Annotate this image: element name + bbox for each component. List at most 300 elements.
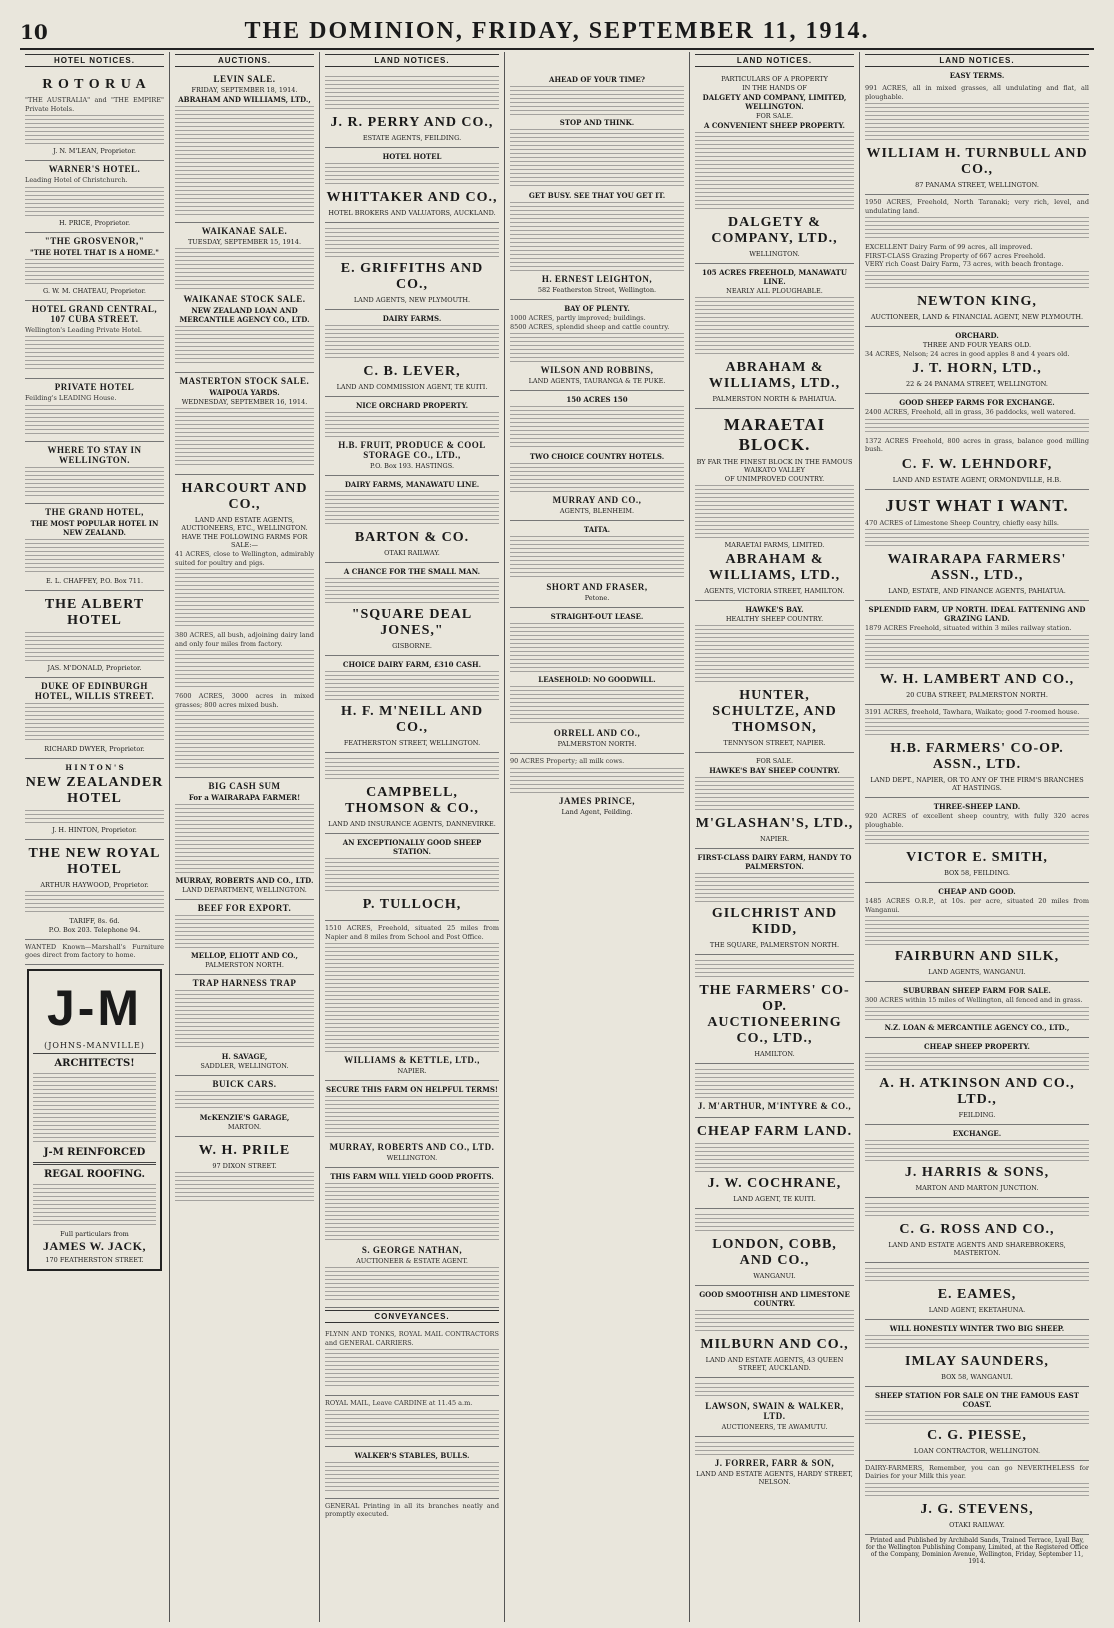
ad-title: SHORT AND FRASER, — [546, 582, 648, 592]
listing-first-class: FIRST-CLASS Grazing Property of 667 acres Freehold. — [865, 251, 1046, 260]
ad-body-text — [865, 217, 1089, 241]
ad-text: GENERAL Printing in all its branches neatly and promptly executed. — [325, 1501, 499, 1518]
ad-title: THE FARMERS' CO-OP. AUCTIONEERING CO., LTD., — [699, 983, 850, 1046]
ad-body-text — [510, 768, 684, 794]
ad-subtitle: THE SQUARE, PALMERSTON NORTH. — [709, 941, 840, 949]
listing-920-acres: 920 ACRES of excellent sheep country, with fully 320 acres ploughable. — [865, 812, 1089, 829]
listing-991-acres: 991 ACRES, all in mixed grasses, all undulating and flat, all ploughable. — [865, 84, 1089, 101]
ad-body-text — [865, 1140, 1089, 1162]
ad-body-text — [510, 86, 684, 116]
ad-date: FRIDAY, SEPTEMBER 18, 1914. — [191, 86, 298, 94]
ad-body-text — [510, 463, 684, 493]
ad-body-text — [325, 1267, 499, 1301]
ad-title: BEEF FOR EXPORT. — [197, 903, 292, 913]
ad-heading: STRAIGHT-OUT LEASE. — [550, 612, 644, 621]
ad-cochrane — [695, 1118, 854, 1209]
ad-subtitle: LAND AND ESTATE AGENTS, HARDY STREET, NELSON. — [696, 1470, 853, 1486]
ad-body-text — [325, 76, 499, 112]
ad-nathan — [325, 1168, 499, 1308]
ad-body-text — [25, 632, 164, 662]
ad-harris — [865, 1125, 1089, 1198]
ad-title: E. EAMES, — [937, 1286, 1017, 1302]
ad-owner: H. PRICE, Proprietor. — [58, 218, 131, 227]
ad-body-text — [25, 467, 164, 497]
ad-gilchrist-kidd — [695, 849, 854, 955]
ad-title: S. GEORGE NATHAN, — [361, 1245, 463, 1255]
ad-subtitle: HAMILTON. — [754, 1050, 795, 1058]
ad-title: H. F. M'NEILL AND CO., — [340, 704, 484, 735]
ad-heading: THIS FARM WILL YIELD GOOD PROFITS. — [330, 1172, 494, 1181]
ad-heading: HAWKE'S BAY SHEEP COUNTRY. — [709, 766, 840, 775]
ad-murray-blenheim — [510, 391, 684, 521]
ad-text: THE MOST POPULAR HOTEL IN NEW ZEALAND. — [30, 518, 159, 537]
ad-grand-hotel — [25, 504, 164, 591]
ad-subtitle: LAND AND ESTATE AGENTS, AUCTIONEERS, ETC., WELLINGTON. — [181, 516, 308, 532]
ad-body-text — [325, 1410, 499, 1440]
listing-300-acres: 300 ACRES within 15 miles of Wellington, all fenced and in grass. — [865, 996, 1083, 1004]
ad-text: "THE AUSTRALIA" and "THE EMPIRE" Private Hotels. — [25, 96, 164, 113]
jm-footer-text: Full particulars from — [60, 1229, 129, 1238]
ad-heading: DAIRY FARMS, MANAWATU LINE. — [344, 480, 480, 489]
listing-41-acres: 41 ACRES, close to Wellington, admirably suited for poultry and pigs. — [175, 550, 314, 567]
ad-body-text — [865, 419, 1089, 435]
ad-heading: GOOD SHEEP FARMS FOR EXCHANGE. — [899, 398, 1055, 407]
ad-body-text — [865, 635, 1089, 669]
listing-7600-acres: 7600 ACRES, 3000 acres in mixed grasses; 800 acres mixed bush. — [175, 692, 314, 709]
ad-body-text — [695, 132, 854, 212]
ad-secure-farm — [325, 1081, 499, 1168]
ad-contact: P.O. Box 203. Telephone 94. — [48, 925, 141, 934]
ad-london-cobb — [695, 1209, 854, 1286]
ad-heading: WALKER'S STABLES, BULLS. — [354, 1450, 470, 1460]
ad-heading: CHEAP AND GOOD. — [938, 887, 1016, 896]
ad-subtitle: OTAKI RAILWAY. — [949, 1520, 1005, 1529]
ad-text: Wellington's Leading Private Hotel. — [25, 325, 142, 334]
ad-heading: IN THE HANDS OF — [742, 84, 807, 92]
ad-subtitle: ESTATE AGENTS, FEILDING. — [362, 134, 462, 142]
listing-380-acres: 380 ACRES, all bush, adjoining dairy land and only four miles from factory. — [175, 631, 314, 648]
ad-body-text — [695, 1143, 854, 1173]
ad-heading: THREE AND FOUR YEARS OLD. — [922, 340, 1032, 349]
ad-body-text — [325, 412, 499, 438]
jm-address: 170 FEATHERSTON STREET. — [45, 1255, 144, 1264]
ad-piesse — [865, 1387, 1089, 1461]
ad-subtitle: TENNYSON STREET, NAPIER. — [723, 739, 826, 747]
column-land-notices-2 — [505, 52, 690, 1622]
ad-barton — [325, 476, 499, 563]
ad-whittaker — [325, 148, 499, 223]
ad-subtitle: 97 DIXON STREET. — [212, 1162, 277, 1170]
ad-auctioneer: NEW ZEALAND LOAN AND MERCANTILE AGENCY CO., LTD. — [179, 306, 310, 324]
ad-subtitle: LAND AND ESTATE AGENTS, 43 QUEEN STREET, AUCKLAND. — [705, 1356, 844, 1372]
ad-subtitle: AUCTIONEERS, TE AWAMUTU. — [721, 1423, 828, 1431]
ad-heading: A CHANCE FOR THE SMALL MAN. — [343, 567, 481, 576]
ad-subtitle: OF UNIMPROVED COUNTRY. — [724, 475, 825, 483]
ad-heading: CHEAP SHEEP PROPERTY. — [924, 1041, 1030, 1051]
ad-heading: NICE ORCHARD PROPERTY. — [355, 401, 469, 410]
ad-eames — [865, 1263, 1089, 1320]
ad-body-text — [325, 758, 499, 782]
column-land-notices-1 — [320, 52, 505, 1622]
ad-body-text — [510, 333, 684, 363]
ad-title: THE GRAND HOTEL, — [45, 506, 144, 517]
ad-heading: FIRST-CLASS DAIRY FARM, HANDY TO PALMERSTON. — [697, 853, 852, 871]
ad-heading: NEARLY ALL PLOUGHABLE. — [726, 287, 823, 295]
ad-griffiths — [325, 223, 499, 310]
ad-subtitle: WAIPOUA YARDS. — [209, 388, 280, 397]
listing-1510-acres: 1510 ACRES, Freehold, situated 25 miles from Napier and 8 miles from School and Post Office. — [325, 924, 499, 941]
ad-heading: 150 ACRES 150 — [566, 395, 628, 404]
ad-agent-sub: MARTON. — [227, 1123, 262, 1131]
listing-2400-acres: 2400 ACRES, Freehold, all in grass, 36 paddocks, well watered. — [865, 408, 1076, 416]
ad-title: J. R. PERRY AND CO., — [330, 115, 494, 130]
ad-body-text — [175, 650, 314, 690]
ad-heading: FOR SALE. — [755, 757, 794, 765]
ad-subtitle: AUCTIONEER & ESTATE AGENT. — [356, 1257, 468, 1265]
ad-albert-hotel — [25, 591, 164, 678]
ad-heading: TWO CHOICE COUNTRY HOTELS. — [529, 452, 665, 461]
ad-body-text — [25, 891, 164, 915]
ad-trap-harness — [175, 975, 314, 1076]
jm-agent: JAMES W. JACK, — [42, 1238, 147, 1253]
ad-title: DALGETY & COMPANY, LTD., — [711, 215, 838, 246]
ad-royal-mail — [325, 1396, 499, 1447]
ad-body-text — [695, 1442, 854, 1456]
ad-lehndorf — [865, 394, 1089, 490]
ad-title: BIG CASH SUM — [208, 781, 281, 791]
ad-subtitle: 582 Featherston Street, Wellington. — [537, 286, 657, 294]
ad-body-text — [25, 539, 164, 575]
ad-dalgety — [695, 71, 854, 264]
ad-title: H.B. FRUIT, PRODUCE & COOL STORAGE CO., LTD., — [338, 440, 486, 460]
ad-body-text — [25, 115, 164, 145]
ad-subtitle: LAND AND ESTATE AGENT, ORMONDVILLE, H.B. — [892, 475, 1062, 484]
ad-agent: MELLOP, ELIOTT AND CO., — [191, 951, 298, 960]
ad-agent: H. SAVAGE, — [221, 1052, 268, 1061]
ad-text: ROYAL MAIL, Leave CARDINE at 11.45 a.m. — [325, 1399, 473, 1407]
masthead — [20, 18, 1094, 50]
ad-warners — [25, 161, 164, 233]
ad-heading: SPLENDID FARM, UP NORTH. IDEAL FATTENING AND GRAZING LAND. — [868, 605, 1086, 623]
ad-heading: FOR SALE. — [755, 112, 794, 120]
ad-heading: WILL HONESTLY WINTER TWO BIG SHEEP. — [889, 1323, 1065, 1333]
ad-body-text — [865, 1053, 1089, 1073]
ad-body-text — [175, 1172, 314, 1202]
ad-heading: SECURE THIS FARM ON HELPFUL TERMS! — [326, 1085, 498, 1094]
ad-lever — [325, 310, 499, 397]
ad-forrer — [695, 1437, 854, 1491]
ad-title: J. W. COCHRANE, — [707, 1176, 842, 1191]
ad-agent-sub: SADDLER, WELLINGTON. — [200, 1062, 289, 1070]
ad-subtitle: LAND AGENT, EKETAHUNA. — [928, 1305, 1026, 1314]
ad-perry — [325, 71, 499, 148]
ad-body-text — [25, 810, 164, 824]
listing-1000-acres: 1000 ACRES, partly improved; buildings. — [510, 314, 646, 322]
ad-body-text — [33, 1184, 156, 1228]
ad-subtitle: BY FAR THE FINEST BLOCK IN THE FAMOUS WAIKATO VALLEY — [696, 458, 853, 474]
listing-1879-acres: 1879 ACRES Freehold, situated within 3 miles railway station. — [865, 624, 1072, 632]
ad-lawson — [695, 1378, 854, 1437]
ad-body-text — [510, 406, 684, 450]
ad-title: JAMES PRINCE, — [558, 795, 635, 806]
ad-text: FLYNN AND TONKS, ROYAL MAIL CONTRACTORS and GENERAL CARRIERS. — [325, 1330, 499, 1347]
ad-title: MILBURN AND CO., — [700, 1337, 849, 1352]
ad-masterton-stock — [175, 373, 314, 475]
ad-hintons — [25, 759, 164, 840]
ad-title: DUKE OF EDINBURGH HOTEL, WILLIS STREET. — [34, 680, 155, 701]
ad-mneill — [325, 656, 499, 753]
ad-title: W. H. LAMBERT AND CO., — [879, 671, 1075, 687]
ad-body-text — [325, 325, 499, 361]
ad-heading: AN EXCEPTIONALLY GOOD SHEEP STATION. — [342, 838, 482, 856]
ad-text: "THE HOTEL THAT IS A HOME." — [30, 247, 159, 257]
ad-saunders — [865, 1320, 1089, 1387]
ad-subtitle: BOX 58, WANGANUI. — [941, 1372, 1013, 1381]
ad-straight-lease — [510, 608, 684, 754]
ad-title: MASTERTON STOCK SALE. — [179, 376, 310, 386]
column-land-notices-4 — [860, 52, 1094, 1622]
ad-heading: GOOD SMOOTHISH AND LIMESTONE COUNTRY. — [699, 1290, 850, 1308]
ad-heading: DALGETY AND COMPANY, LIMITED, WELLINGTON. — [702, 93, 847, 111]
ad-subtitle: LOAN CONTRACTOR, WELLINGTON. — [913, 1446, 1041, 1455]
ad-body-text — [175, 248, 314, 292]
ad-subtitle: LAND AND INSURANCE AGENTS, DANNEVIRKE. — [328, 820, 496, 828]
ad-tulloch — [325, 834, 499, 921]
ad-body-text — [325, 578, 499, 604]
ad-turnbull — [865, 81, 1089, 195]
ad-subtitle: 22 & 24 PANAMA STREET, WELLINGTON. — [906, 380, 1048, 388]
ad-body-text — [865, 1203, 1089, 1219]
ad-title: ORRELL AND CO., — [553, 728, 641, 738]
ad-subtitle: For a WAIRARAPA FARMER! — [188, 793, 301, 802]
ad-heading: SUBURBAN SHEEP FARM FOR SALE. — [903, 986, 1051, 995]
ad-body-text — [325, 858, 499, 894]
ad-duke-of-edinburgh — [25, 678, 164, 759]
ad-title: WHERE TO STAY IN WELLINGTON. — [47, 444, 142, 465]
ad-body-text — [695, 960, 854, 980]
ad-heading: PARTICULARS OF A PROPERTY — [721, 75, 828, 83]
ad-body-text — [865, 271, 1089, 291]
ad-body-text — [175, 408, 314, 468]
ad-body-text — [510, 686, 684, 726]
ad-nz-loan — [865, 982, 1089, 1038]
ad-title: N.Z. LOAN & MERCANTILE AGENCY CO., LTD., — [884, 1022, 1070, 1032]
ad-body-text — [175, 711, 314, 771]
ad-walkers-stables — [325, 1447, 499, 1499]
ad-title: NEWTON KING, — [917, 293, 1037, 309]
ad-title: C. G. PIESSE, — [927, 1427, 1027, 1443]
ad-heading: SHEEP STATION FOR SALE ON THE FAMOUS EAST COAST. — [875, 1390, 1079, 1409]
ad-title: WHITTAKER AND CO., — [326, 190, 498, 205]
ad-body-text — [695, 1383, 854, 1399]
ad-body-text — [695, 1069, 854, 1099]
ad-heading: A CONVENIENT SHEEP PROPERTY. — [703, 121, 845, 130]
ad-body-text — [175, 106, 314, 216]
ad-subtitle: FEILDING. — [958, 1110, 996, 1119]
ad-owner: E. L. CHAFFEY, P.O. Box 711. — [45, 576, 144, 585]
ad-heading: EXCHANGE. — [952, 1128, 1002, 1138]
ad-body-text — [695, 297, 854, 357]
section-heading: AUCTIONS. — [175, 54, 314, 67]
ad-title: E. GRIFFITHS AND CO., — [340, 261, 484, 292]
ad-date: WEDNESDAY, SEPTEMBER 16, 1914. — [181, 398, 308, 406]
ad-body-text — [325, 228, 499, 258]
column-land-notices-3 — [690, 52, 860, 1622]
ad-waikanae-sale — [175, 223, 314, 373]
ad-body-text — [695, 1214, 854, 1234]
ad-stevens — [865, 1461, 1089, 1535]
ad-body-text — [510, 129, 684, 189]
ad-body-text — [510, 202, 684, 272]
ad-body-text — [865, 1268, 1089, 1284]
ad-square-deal-jones — [325, 563, 499, 656]
ad-title: HOTEL GRAND CENTRAL, 107 CUBA STREET. — [31, 303, 158, 324]
listing-excellent: EXCELLENT Dairy Farm of 99 acres, all improved. — [865, 243, 1033, 251]
ad-title: CAMPBELL, THOMSON & CO., — [345, 785, 479, 816]
ad-subtitle: LAND, ESTATE, AND FINANCE AGENTS, PAHIATUA. — [888, 587, 1066, 595]
ad-body-text — [175, 804, 314, 874]
ad-owner: ARTHUR HAYWOOD, Proprietor. — [40, 880, 149, 889]
ad-prile — [175, 1137, 314, 1208]
ad-title: C. G. ROSS AND CO., — [899, 1221, 1055, 1237]
jm-heading: ARCHITECTS! — [54, 1057, 135, 1069]
ad-johns-manville — [27, 969, 162, 1271]
ad-farmers-coop — [695, 955, 854, 1064]
ad-mglashan — [695, 753, 854, 849]
ad-hb-fruit — [325, 397, 499, 476]
ad-body-text — [25, 187, 164, 217]
ad-rotorua — [25, 71, 164, 161]
ad-text: Leading Hotel of Christchurch. — [25, 176, 128, 184]
ad-subtitle: WELLINGTON. — [386, 1154, 438, 1162]
ad-title: TRAP HARNESS TRAP — [192, 978, 297, 988]
ad-subtitle: LAND AND ESTATE AGENTS AND SHAREBROKERS, MASTERTON. — [888, 1240, 1066, 1257]
ad-title: GILCHRIST AND KIDD, — [711, 906, 838, 937]
ad-body-text — [865, 1411, 1089, 1425]
listing-34-acres: 34 ACRES, Nelson; 24 acres in good apples 8 and 4 years old. — [865, 349, 1070, 358]
listing-1372-acres: 1372 ACRES Freehold, 800 acres in grass, balance good milling bush. — [865, 436, 1089, 453]
ad-title: WILLIAMS & KETTLE, LTD., — [344, 1055, 480, 1065]
ad-subtitle: LAND AGENTS, NEW PLYMOUTH. — [353, 296, 471, 304]
ad-title: BUICK CARS. — [212, 1079, 277, 1089]
ad-agent: McKENZIE'S GARAGE, — [199, 1113, 290, 1122]
ad-title: R O T O R U A — [42, 77, 147, 92]
ad-title: WARNER'S HOTEL. — [48, 164, 141, 174]
ad-title: J. T. HORN, LTD., — [912, 361, 1042, 376]
ad-body-text — [695, 1310, 854, 1334]
section-heading: HOTEL NOTICES. — [25, 54, 164, 67]
listing-3191-acres: 3191 ACRES, freehold, Tawhara, Waikato; good 7-roomed house. — [865, 707, 1080, 716]
ad-title: LEVIN SALE. — [213, 74, 276, 84]
ad-subtitle: OTAKI RAILWAY. — [384, 549, 440, 557]
ad-title: A. H. ATKINSON AND CO., LTD., — [879, 1075, 1075, 1107]
ad-body-text — [865, 103, 1089, 143]
ad-tariff: TARIFF, 8s. 6d. — [69, 916, 120, 925]
ad-owner: MARAETAI FARMS, LIMITED. — [724, 541, 825, 549]
ad-text: WANTED Known—Marshall's Furniture goes direct from factory to home. — [25, 942, 164, 959]
ad-title: MARAETAI BLOCK. — [723, 415, 826, 454]
ad-body-text — [175, 569, 314, 629]
ad-beef-export — [175, 900, 314, 975]
ad-body-text — [25, 703, 164, 743]
jm-heading: REGAL ROOFING. — [43, 1168, 146, 1180]
ad-new-royal-hotel — [25, 840, 164, 940]
ad-body-text — [325, 491, 499, 527]
ad-title: P. TULLOCH, — [362, 897, 462, 912]
ad-body-text — [25, 405, 164, 435]
ad-subtitle: NEW ZEALANDER HOTEL — [25, 774, 164, 806]
ad-atkinson — [865, 1038, 1089, 1125]
ad-body-text — [325, 1183, 499, 1243]
ad-body-text — [695, 777, 854, 813]
ad-levin-sale — [175, 71, 314, 223]
ad-heading: BAY OF PLENTY. — [564, 304, 630, 313]
ad-body-text — [695, 873, 854, 903]
ad-subtitle: PALMERSTON NORTH & PAHIATUA. — [712, 395, 837, 403]
ad-heading: AHEAD OF YOUR TIME? — [549, 75, 645, 84]
ad-heading: EASY TERMS. — [949, 71, 1005, 80]
ad-title: THE ALBERT HOTEL — [44, 596, 145, 628]
ad-prince — [510, 754, 684, 821]
ad-grand-central — [25, 301, 164, 380]
ad-body-text — [325, 163, 499, 187]
ad-heading: HOTEL HOTEL — [382, 152, 442, 161]
ad-body-text — [325, 671, 499, 701]
listing-1950-acres: 1950 ACRES, Freehold, North Taranaki; very rich, level, and undulating land. — [865, 198, 1089, 215]
ad-taita — [510, 521, 684, 608]
ad-title: J. M'ARTHUR, M'INTYRE & CO., — [697, 1101, 852, 1111]
ad-lambert — [865, 601, 1089, 705]
ad-text: Feilding's LEADING House. — [25, 394, 117, 402]
ad-title: W. H. PRILE — [198, 1143, 291, 1158]
ad-subtitle: LAND AGENTS, TAURANGA & TE PUKE. — [528, 377, 666, 385]
ad-title: "THE GROSVENOR," — [44, 235, 145, 246]
ad-title: PRIVATE HOTEL — [54, 382, 135, 392]
ad-body-text — [695, 485, 854, 539]
ad-subtitle: BOX 58, FEILDING. — [944, 869, 1010, 877]
ad-subtitle: LAND AND COMMISSION AGENT, TE KUITI. — [336, 383, 488, 391]
ad-agent: MURRAY, ROBERTS AND CO., LTD. — [175, 876, 314, 885]
ad-milburn — [695, 1286, 854, 1378]
ad-heading: 105 ACRES FREEHOLD, MANAWATU LINE. — [702, 268, 847, 286]
ad-subtitle: MARTON AND MARTON JUNCTION. — [915, 1183, 1039, 1192]
ad-subtitle: Petone. — [584, 594, 610, 602]
ad-date: TUESDAY, SEPTEMBER 15, 1914. — [187, 238, 302, 246]
ad-heading: TAITA. — [583, 525, 611, 534]
ad-grosvenor — [25, 233, 164, 301]
ad-fairburn-silk — [865, 883, 1089, 982]
ad-heading: JUST WHAT I WANT. — [885, 495, 1069, 515]
ad-text: DAIRY-FARMERS, Remember, you can go NEVERTHELESS for Dairies for your Milk this year. — [865, 1463, 1089, 1480]
ad-newton-king — [865, 195, 1089, 327]
ad-title: M'GLASHAN'S, LTD., — [695, 816, 854, 831]
ad-subtitle: WELLINGTON. — [749, 250, 800, 258]
ad-heading: CHEAP FARM LAND. — [696, 1124, 853, 1139]
ad-mintyre — [695, 1064, 854, 1118]
ad-body-text — [865, 1007, 1089, 1021]
ad-flynn-tonks — [325, 1327, 499, 1396]
newspaper-title: THE DOMINION, FRIDAY, SEPTEMBER 11, 1914. — [244, 18, 870, 44]
ad-heading: HAWKE'S BAY. — [745, 605, 804, 614]
page-columns — [20, 52, 1094, 1622]
ad-title: WILSON AND ROBBINS, — [540, 365, 654, 375]
jm-subtitle: (JOHNS-MANVILLE) — [44, 1040, 145, 1050]
ad-agent-sub: LAND DEPARTMENT, WELLINGTON. — [182, 886, 307, 894]
ad-body-text — [865, 529, 1089, 549]
ad-body-text — [695, 625, 854, 685]
ad-body-text — [175, 1091, 314, 1111]
ad-title: C. F. W. LEHNDORF, — [901, 456, 1053, 472]
